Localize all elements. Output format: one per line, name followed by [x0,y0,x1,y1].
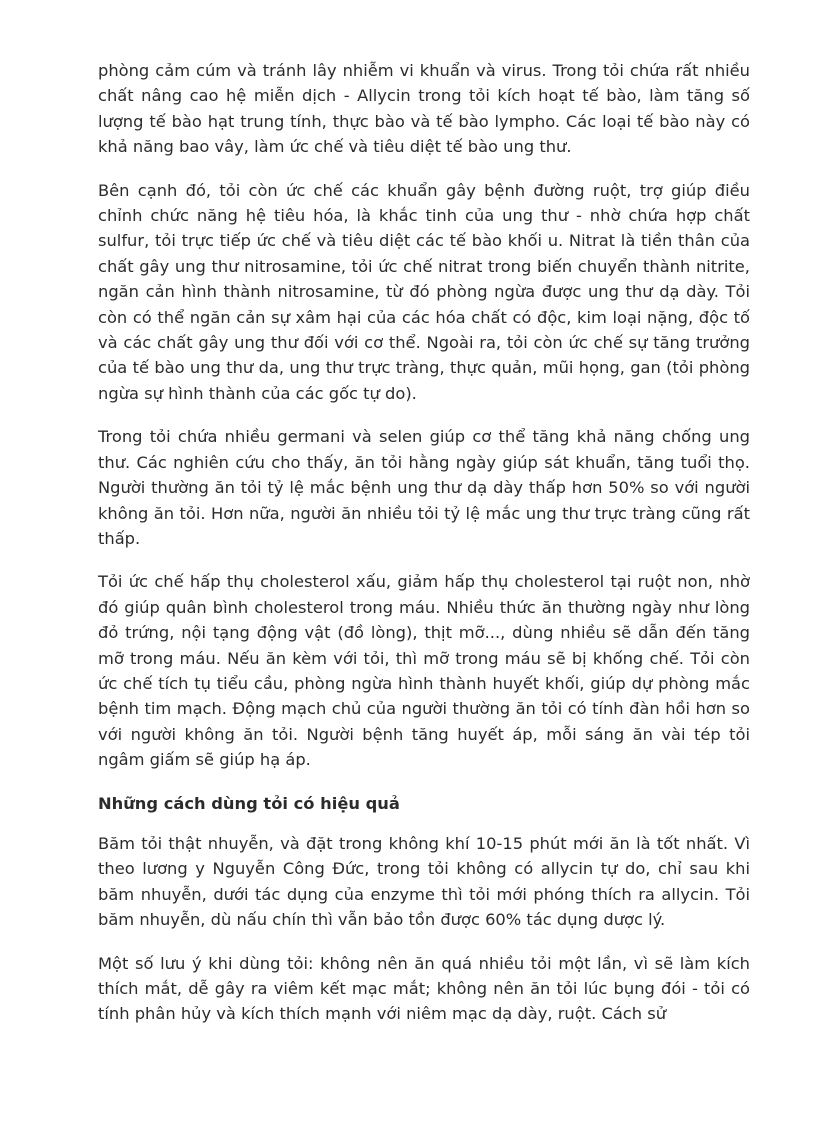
document-page [98,58,750,1045]
paragraph-cholesterol: Tỏi ức chế hấp thụ cholesterol xấu, giảm hấp thụ cholesterol tại ruột non, nhờ đó giúp quân bình cholesterol trong máu. Nhiều thức ăn thường ngày như lòng đỏ trứng, nội tạng động vật (đồ lòng), thịt mỡ..., dùng nhiều sẽ dẫn đến tăng mỡ trong máu. Nếu ăn kèm với tỏi, thì mỡ trong máu sẽ bị khống chế. Tỏi còn ức chế tích tụ tiểu cầu, phòng ngừa hình thành huyết khối, giúp dự phòng mắc bệnh tim mạch. Động mạch chủ của người thường ăn tỏi có tính đàn hồi hơn so với người không ăn tỏi. Người bệnh tăng huyết áp, mỗi sáng ăn vài tép tỏi ngâm giấm sẽ giúp hạ áp. [98,572,750,770]
paragraph-mince-garlic: Băm tỏi thật nhuyễn, và đặt trong không khí 10-15 phút mới ăn là tốt nhất. Vì theo lương y Nguyễn Công Đức, trong tỏi không có allycin tự do, chỉ sau khi băm nhuyễn, dưới tác dụng của enzyme thì tỏi mới phóng thích ra allycin. Tỏi băm nhuyễn, dù nấu chín thì vẫn bảo tồn được 60% tác dụng dược lý. [98,833,750,930]
paragraph-immune-system: phòng cảm cúm và tránh lây nhiễm vi khuẩn và virus. Trong tỏi chứa rất nhiều chất nâng cao hệ miễn dịch - Allycin trong tỏi kích hoạt tế bào, làm tăng số lượng tế bào hạt trung tính, thực bào và tế bào lympho. Các loại tế bào này có khả năng bao vây, làm ức chế và tiêu diệt tế bào ung thư. [98,61,750,157]
paragraph-digestive-cancer: Bên cạnh đó, tỏi còn ức chế các khuẩn gây bệnh đường ruột, trợ giúp điều chỉnh chức năng hệ tiêu hóa, là khắc tinh của ung thư - nhờ chứa hợp chất sulfur, tỏi trực tiếp ức chế và tiêu diệt các tế bào khối u. Nitrat là tiền thân của chất gây ung thư nitrosamine, tỏi ức chế nitrat trong biến chuyển thành nitrite, ngăn cản hình thành nitrosamine, từ đó phòng ngừa được ung thư dạ dày. Tỏi còn có thể ngăn cản sự xâm hại của các hóa chất có độc, kim loại nặng, độc tố và các chất gây ung thư đối với cơ thể. Ngoài ra, tỏi còn ức chế sự tăng trưởng của tế bào ung thư da, ung thư trực tràng, thực quản, mũi họng, gan (tỏi phòng ngừa sự hình thành của các gốc tự do). [98,180,750,403]
section-heading: Những cách dùng tỏi có hiệu quả [98,793,400,813]
paragraph-germanium-selenium: Trong tỏi chứa nhiều germani và selen giúp cơ thể tăng khả năng chống ung thư. Các nghiên cứu cho thấy, ăn tỏi hằng ngày giúp sát khuẩn, tăng tuổi thọ. Người thường ăn tỏi tỷ lệ mắc bệnh ung thư dạ dày thấp hơn 50% so với người không ăn tỏi. Hơn nữa, người ăn nhiều tỏi tỷ lệ mắc ung thư trực tràng cũng rất thấp. [98,427,750,548]
paragraph-usage-notes: Một số lưu ý khi dùng tỏi: không nên ăn quá nhiều tỏi một lần, vì sẽ làm kích thích mắt, dễ gây ra viêm kết mạc mắt; không nên ăn tỏi lúc bụng đói - tỏi có tính phân hủy và kích thích mạnh với niêm mạc dạ dày, ruột. Cách sử [98,953,750,1024]
